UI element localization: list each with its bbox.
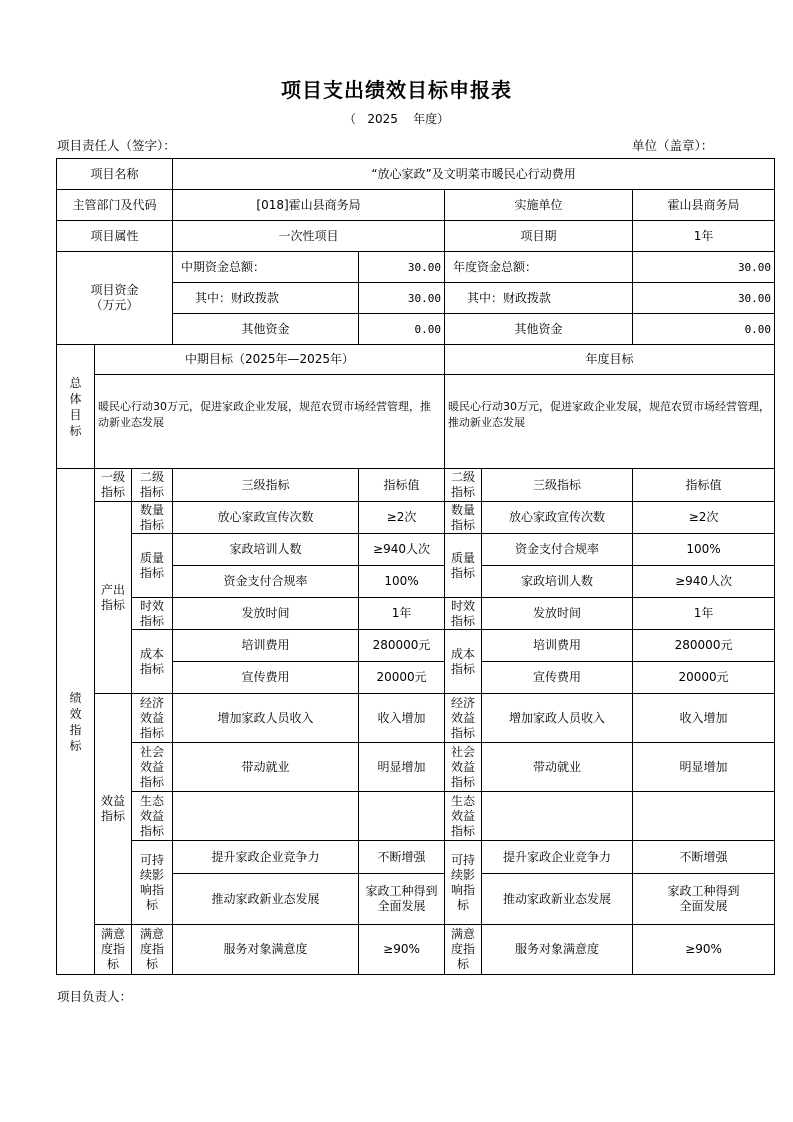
year-value: 2025: [367, 112, 398, 126]
level2-header-line: 二级: [140, 470, 165, 484]
time-label-line: 指标: [140, 613, 165, 628]
social-label-right: [445, 743, 482, 792]
satisfaction-sub-label: [132, 925, 173, 975]
satisfaction-sub-label-line: 满意: [140, 927, 165, 941]
economic-label-line: 效益: [451, 710, 476, 725]
goals-label: [57, 345, 95, 469]
mid-quality-name: 家政培训人数: [173, 534, 359, 566]
indicators-label-char: 绩: [69, 690, 82, 705]
sustain-label-line: 标: [457, 897, 470, 912]
value-header: 指标值: [359, 469, 445, 502]
goals-label-char: 总: [69, 375, 82, 390]
mid-eco-value: [359, 792, 445, 841]
funds-label: [57, 252, 173, 345]
responsible-label: 项目责任人（签字）：: [57, 138, 176, 153]
social-label-line: 效益: [140, 759, 165, 774]
year-sustain-value: [633, 874, 775, 925]
mid-quality-name: 资金支付合规率: [173, 566, 359, 598]
economic-label-line: 效益: [140, 710, 165, 725]
row-goals-header: [57, 345, 775, 375]
mid-fiscal-value: 30.00: [359, 283, 445, 314]
row-ecological: [57, 792, 775, 841]
benefit-label: [95, 694, 132, 925]
row-quality-1: [57, 534, 775, 566]
quality-label-line: 质量: [140, 550, 165, 565]
goals-label-char: 目: [69, 407, 82, 422]
economic-label: [132, 694, 173, 743]
value-header-right: 指标值: [633, 469, 775, 502]
row-sustain-1: [57, 841, 775, 874]
satisfaction-sub-label-line: 度指: [140, 942, 165, 956]
time-label: [132, 598, 173, 630]
period-label: 项目期: [445, 221, 633, 252]
row-quantity: [57, 502, 775, 534]
sustain-label-line: 续影: [451, 867, 476, 882]
year-other-value: 0.00: [633, 314, 775, 345]
impl-value: 霍山县商务局: [633, 190, 775, 221]
dept-label: 主管部门及代码: [57, 190, 173, 221]
sustain-label: [132, 841, 173, 925]
mid-quantity-name: 放心家政宣传次数: [173, 502, 359, 534]
satisfaction-sub-label-line: 标: [457, 957, 470, 971]
year-sustain-name: 提升家政企业竞争力: [482, 841, 633, 874]
mid-sustain-value-line: 家政工种得到: [365, 884, 438, 898]
social-label: [132, 743, 173, 792]
cost-label-right: [445, 630, 482, 694]
quality-label-line: 质量: [451, 550, 476, 565]
year-time-value: 1年: [633, 598, 775, 630]
mid-sustain-name: 推动家政新业态发展: [173, 874, 359, 925]
year-eco-value: [633, 792, 775, 841]
quantity-label-right: [445, 502, 482, 534]
mid-cost-value: 280000元: [359, 630, 445, 662]
mid-sustain-name: 提升家政企业竞争力: [173, 841, 359, 874]
year-sustain-value-line: 家政工种得到: [667, 884, 740, 898]
satisfaction-label-line: 度指: [100, 942, 125, 956]
mid-other-label: 其他资金: [173, 314, 359, 345]
time-label-right: [445, 598, 482, 630]
economic-label-line: 指标: [451, 725, 476, 740]
satisfaction-label-line: 标: [106, 957, 119, 971]
eco-label-line: 指标: [140, 823, 165, 838]
mid-eco-name: [173, 792, 359, 841]
sustain-label-right: [445, 841, 482, 925]
year-eco-name: [482, 792, 633, 841]
unit-label: 单位（盖章）：: [632, 138, 714, 153]
indicators-label: [57, 469, 95, 975]
year-cost-value: 20000元: [633, 662, 775, 694]
output-label-line: 产出: [100, 582, 125, 597]
year-cost-name: 宣传费用: [482, 662, 633, 694]
eco-label-line: 指标: [451, 823, 476, 838]
mid-quantity-value: ≥2次: [359, 502, 445, 534]
year-line: [0, 110, 793, 127]
cost-label-line: 成本: [140, 646, 165, 661]
year-cost-value: 280000元: [633, 630, 775, 662]
year-satisfaction-value: ≥90%: [633, 925, 775, 975]
social-label-line: 社会: [140, 744, 165, 759]
time-label-line: 时效: [140, 598, 165, 613]
year-economic-name: 增加家政人员收入: [482, 694, 633, 743]
mid-time-value: 1年: [359, 598, 445, 630]
social-label-line: 效益: [451, 759, 476, 774]
sustain-label-line: 续影: [140, 867, 165, 882]
time-label-line: 时效: [451, 598, 476, 613]
economic-label-line: 经济: [140, 695, 165, 710]
mid-satisfaction-value: ≥90%: [359, 925, 445, 975]
sustain-label-line: 可持: [451, 852, 476, 867]
dept-value: [018]霍山县商务局: [173, 190, 445, 221]
cost-label-line: 指标: [451, 661, 476, 676]
page-title: 项目支出绩效目标申报表: [281, 78, 512, 102]
output-label: [95, 502, 132, 694]
mid-quality-value: 100%: [359, 566, 445, 598]
eco-label-line: 生态: [140, 793, 165, 808]
row-social: [57, 743, 775, 792]
year-quantity-name: 放心家政宣传次数: [482, 502, 633, 534]
sustain-label-line: 响指: [451, 882, 476, 897]
row-time: [57, 598, 775, 630]
quantity-label-line: 数量: [140, 502, 165, 517]
period-value: 1年: [633, 221, 775, 252]
mid-cost-value: 20000元: [359, 662, 445, 694]
eco-label-line: 效益: [140, 808, 165, 823]
economic-label-line: 经济: [451, 695, 476, 710]
satisfaction-sub-label-line: 度指: [451, 942, 476, 956]
year-total-label: 年度资金总额：: [445, 252, 633, 283]
quality-label-right: [445, 534, 482, 598]
year-goal-text: 暖民心行动30万元，促进家政企业发展，规范农贸市场经营管理，推动新业态发展: [445, 375, 775, 469]
eco-label-right: [445, 792, 482, 841]
quantity-label-line: 数量: [451, 502, 476, 517]
level2-header-line: 二级: [451, 470, 476, 484]
funds-label-line2: （万元）: [90, 298, 139, 312]
year-economic-value: 收入增加: [633, 694, 775, 743]
goals-label-char: 体: [69, 391, 82, 406]
year-quality-value: ≥940人次: [633, 566, 775, 598]
row-cost-1: [57, 630, 775, 662]
indicators-label-char: 指: [69, 722, 82, 737]
mid-quality-value: ≥940人次: [359, 534, 445, 566]
year-quality-name: 资金支付合规率: [482, 534, 633, 566]
satisfaction-label: [95, 925, 132, 975]
year-time-name: 发放时间: [482, 598, 633, 630]
level1-header-line: 指标: [100, 485, 125, 499]
level2-header: [132, 469, 173, 502]
quality-label-line: 指标: [140, 565, 165, 580]
mid-cost-name: 宣传费用: [173, 662, 359, 694]
mid-satisfaction-name: 服务对象满意度: [173, 925, 359, 975]
eco-label: [132, 792, 173, 841]
level2-header-line: 指标: [451, 485, 476, 499]
level1-header-line: 一级: [100, 470, 125, 484]
satisfaction-sub-label-line: 标: [146, 957, 159, 971]
sustain-label-line: 响指: [140, 882, 165, 897]
eco-label-line: 生态: [451, 793, 476, 808]
footer-label: 项目负责人：: [57, 989, 133, 1004]
eco-label-line: 效益: [451, 808, 476, 823]
benefit-label-line: 指标: [100, 809, 125, 823]
mid-total-value: 30.00: [359, 252, 445, 283]
project-name-label: 项目名称: [57, 159, 173, 190]
year-quantity-value: ≥2次: [633, 502, 775, 534]
mid-economic-value: 收入增加: [359, 694, 445, 743]
mid-other-value: 0.00: [359, 314, 445, 345]
satisfaction-sub-label-right: [445, 925, 482, 975]
quality-label: [132, 534, 173, 598]
funds-label-line1: 项目资金: [90, 283, 139, 297]
year-fiscal-value: 30.00: [633, 283, 775, 314]
mid-economic-name: 增加家政人员收入: [173, 694, 359, 743]
satisfaction-sub-label-line: 满意: [451, 927, 476, 941]
output-label-line: 指标: [100, 597, 125, 612]
year-social-name: 带动就业: [482, 743, 633, 792]
row-funds-total: [57, 252, 775, 283]
mid-goal-text: 暖民心行动30万元，促进家政企业发展，规范农贸市场经营管理，推动新业态发展: [95, 375, 445, 469]
year-sustain-name: 推动家政新业态发展: [482, 874, 633, 925]
mid-sustain-value: 不断增强: [359, 841, 445, 874]
year-social-value: 明显增加: [633, 743, 775, 792]
year-other-label: 其他资金: [445, 314, 633, 345]
year-total-value: 30.00: [633, 252, 775, 283]
level1-header: [95, 469, 132, 502]
row-economic: [57, 694, 775, 743]
cost-label-line: 成本: [451, 646, 476, 661]
social-label-line: 指标: [140, 774, 165, 789]
sustain-label-line: 标: [146, 897, 159, 912]
year-close: 年度）: [413, 112, 450, 126]
social-label-line: 指标: [451, 774, 476, 789]
year-fiscal-label: 其中：财政拨款: [445, 283, 633, 314]
year-cost-name: 培训费用: [482, 630, 633, 662]
mid-sustain-value: [359, 874, 445, 925]
cost-label: [132, 630, 173, 694]
project-name-value: “放心家政”及文明菜市暖民心行动费用: [173, 159, 775, 190]
row-attr: [57, 221, 775, 252]
sustain-label-line: 可持: [140, 852, 165, 867]
impl-label: 实施单位: [445, 190, 633, 221]
attr-value: 一次性项目: [173, 221, 445, 252]
satisfaction-label-line: 满意: [100, 927, 125, 941]
quality-label-line: 指标: [451, 565, 476, 580]
performance-form-table: [56, 158, 775, 975]
mid-cost-name: 培训费用: [173, 630, 359, 662]
mid-social-name: 带动就业: [173, 743, 359, 792]
quantity-label-line: 指标: [451, 517, 476, 532]
social-label-line: 社会: [451, 744, 476, 759]
benefit-label-line: 效益: [100, 794, 125, 808]
row-goals-text: [57, 375, 775, 469]
row-project-name: [57, 159, 775, 190]
year-sustain-value: 不断增强: [633, 841, 775, 874]
indicators-label-char: 效: [69, 706, 82, 721]
level2-header-right: [445, 469, 482, 502]
economic-label-right: [445, 694, 482, 743]
mid-goal-header: 中期目标（2025年—2025年）: [95, 345, 445, 375]
mid-time-name: 发放时间: [173, 598, 359, 630]
cost-label-line: 指标: [140, 661, 165, 676]
year-open: （: [343, 112, 356, 126]
mid-fiscal-label: 其中：财政拨款: [173, 283, 359, 314]
mid-sustain-value-line: 全面发展: [377, 899, 426, 913]
level3-header: 三级指标: [173, 469, 359, 502]
row-indicator-header: [57, 469, 775, 502]
year-satisfaction-name: 服务对象满意度: [482, 925, 633, 975]
mid-social-value: 明显增加: [359, 743, 445, 792]
row-satisfaction: [57, 925, 775, 975]
time-label-line: 指标: [451, 613, 476, 628]
quantity-label-line: 指标: [140, 517, 165, 532]
row-dept: [57, 190, 775, 221]
mid-total-label: 中期资金总额：: [173, 252, 359, 283]
level3-header-right: 三级指标: [482, 469, 633, 502]
indicators-label-char: 标: [69, 738, 82, 753]
level2-header-line: 指标: [140, 485, 165, 499]
year-quality-name: 家政培训人数: [482, 566, 633, 598]
economic-label-line: 指标: [140, 725, 165, 740]
year-sustain-value-line: 全面发展: [679, 899, 728, 913]
goals-label-char: 标: [69, 423, 82, 438]
attr-label: 项目属性: [57, 221, 173, 252]
year-quality-value: 100%: [633, 534, 775, 566]
year-goal-header: 年度目标: [445, 345, 775, 375]
quantity-label: [132, 502, 173, 534]
